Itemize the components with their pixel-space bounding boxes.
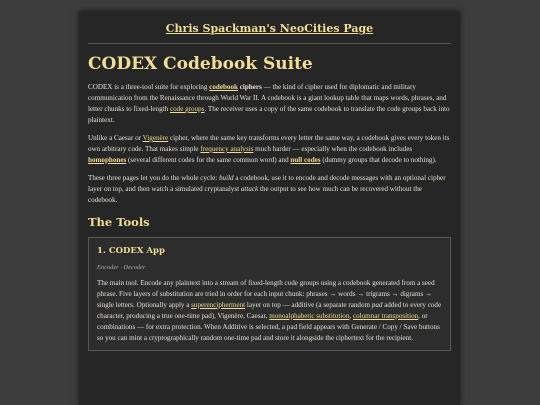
text: (several different codes for the same common word) and: [126, 156, 291, 164]
text: The main tool. Encode any plaintext into a stream of fixed-length code groups using a codebook generated from a seed phrase. Five layers of substitution are tried in order for each input chunk: phrases → words → trigrams → digrams → single letters. Optionally apply a: [97, 279, 435, 309]
attack-italic: attack: [240, 185, 259, 193]
homophones-link[interactable]: homophones: [88, 156, 127, 164]
text: (dummy groups that decode to nothing).: [320, 156, 437, 164]
ciphers-bold: ciphers: [239, 83, 262, 91]
text: much harder — especially when the codebook includes: [253, 145, 413, 153]
intro-paragraph-1: [88, 82, 451, 126]
page-title: CODEX Codebook Suite: [88, 54, 313, 74]
codebook-link[interactable]: codebook: [209, 83, 238, 91]
intro-paragraph-3: [88, 173, 451, 206]
tool-card-subtitle: Encoder · Decoder: [97, 264, 146, 271]
text: . The receiver uses a copy of the same codebook to translate the code groups back into plaintext.: [88, 105, 450, 124]
text: ,: [349, 312, 353, 320]
build-italic: build: [219, 174, 234, 182]
code-groups-link[interactable]: code groups: [169, 105, 205, 113]
text: CODEX is a three-tool suite for exploring: [88, 83, 210, 91]
null-codes-link[interactable]: null codes: [290, 156, 321, 164]
columnar-transposition-link[interactable]: columnar transposition: [352, 312, 419, 320]
text: Unlike a Caesar or: [88, 134, 143, 142]
tool-card-codex-app: [88, 237, 451, 351]
tool-card-title: 1. CODEX App: [97, 246, 165, 256]
header-divider: [88, 43, 451, 44]
vigenere-link[interactable]: Vigenère: [142, 134, 169, 142]
text: — the kind of cipher used for diplomatic and military communication from the Renaissance through World War II. A codebook is a giant lookup table that maps words, phrases, and letter chunks to fixed-length: [88, 83, 447, 113]
intro-paragraph-2: [88, 133, 451, 166]
site-title-link[interactable]: Chris Spackman's NeoCities Page: [165, 22, 374, 35]
text: layer on top — additive (a separate random: [245, 301, 372, 309]
page-inner: [79, 22, 460, 351]
page-container: [79, 11, 460, 405]
superencipherment-link[interactable]: superencipherment: [191, 301, 246, 309]
text: , or combinations — for extra protection. When Additive is selected, a pad field appears with Generate / Copy / Save buttons so you can mint a cryptographically random one-time pad and store it alongside the ciphertext for the recipient.: [97, 312, 440, 342]
text: a codebook, use it to encode and decode messages with an optional cipher layer on top, and then watch a simulated cryptanalyst: [88, 174, 446, 193]
monoalphabetic-substitution-link[interactable]: monoalphabetic substitution: [269, 312, 350, 320]
text: These three pages let you do the whole cycle:: [88, 174, 219, 182]
text: cipher, where the same key transforms every letter the same way, a codebook gives every token its own arbitrary code. That makes simple: [88, 134, 450, 153]
text: added to every code character, producing a true one-time pad), Vigenère, Caesar,: [97, 301, 442, 320]
tool-card-description: [97, 278, 442, 344]
text: the output to see how much can be recovered without the codebook.: [88, 185, 422, 204]
tools-heading: The Tools: [88, 215, 150, 229]
pad-italic: pad: [371, 301, 383, 309]
frequency-analysis-link[interactable]: frequency analysis: [200, 145, 254, 153]
